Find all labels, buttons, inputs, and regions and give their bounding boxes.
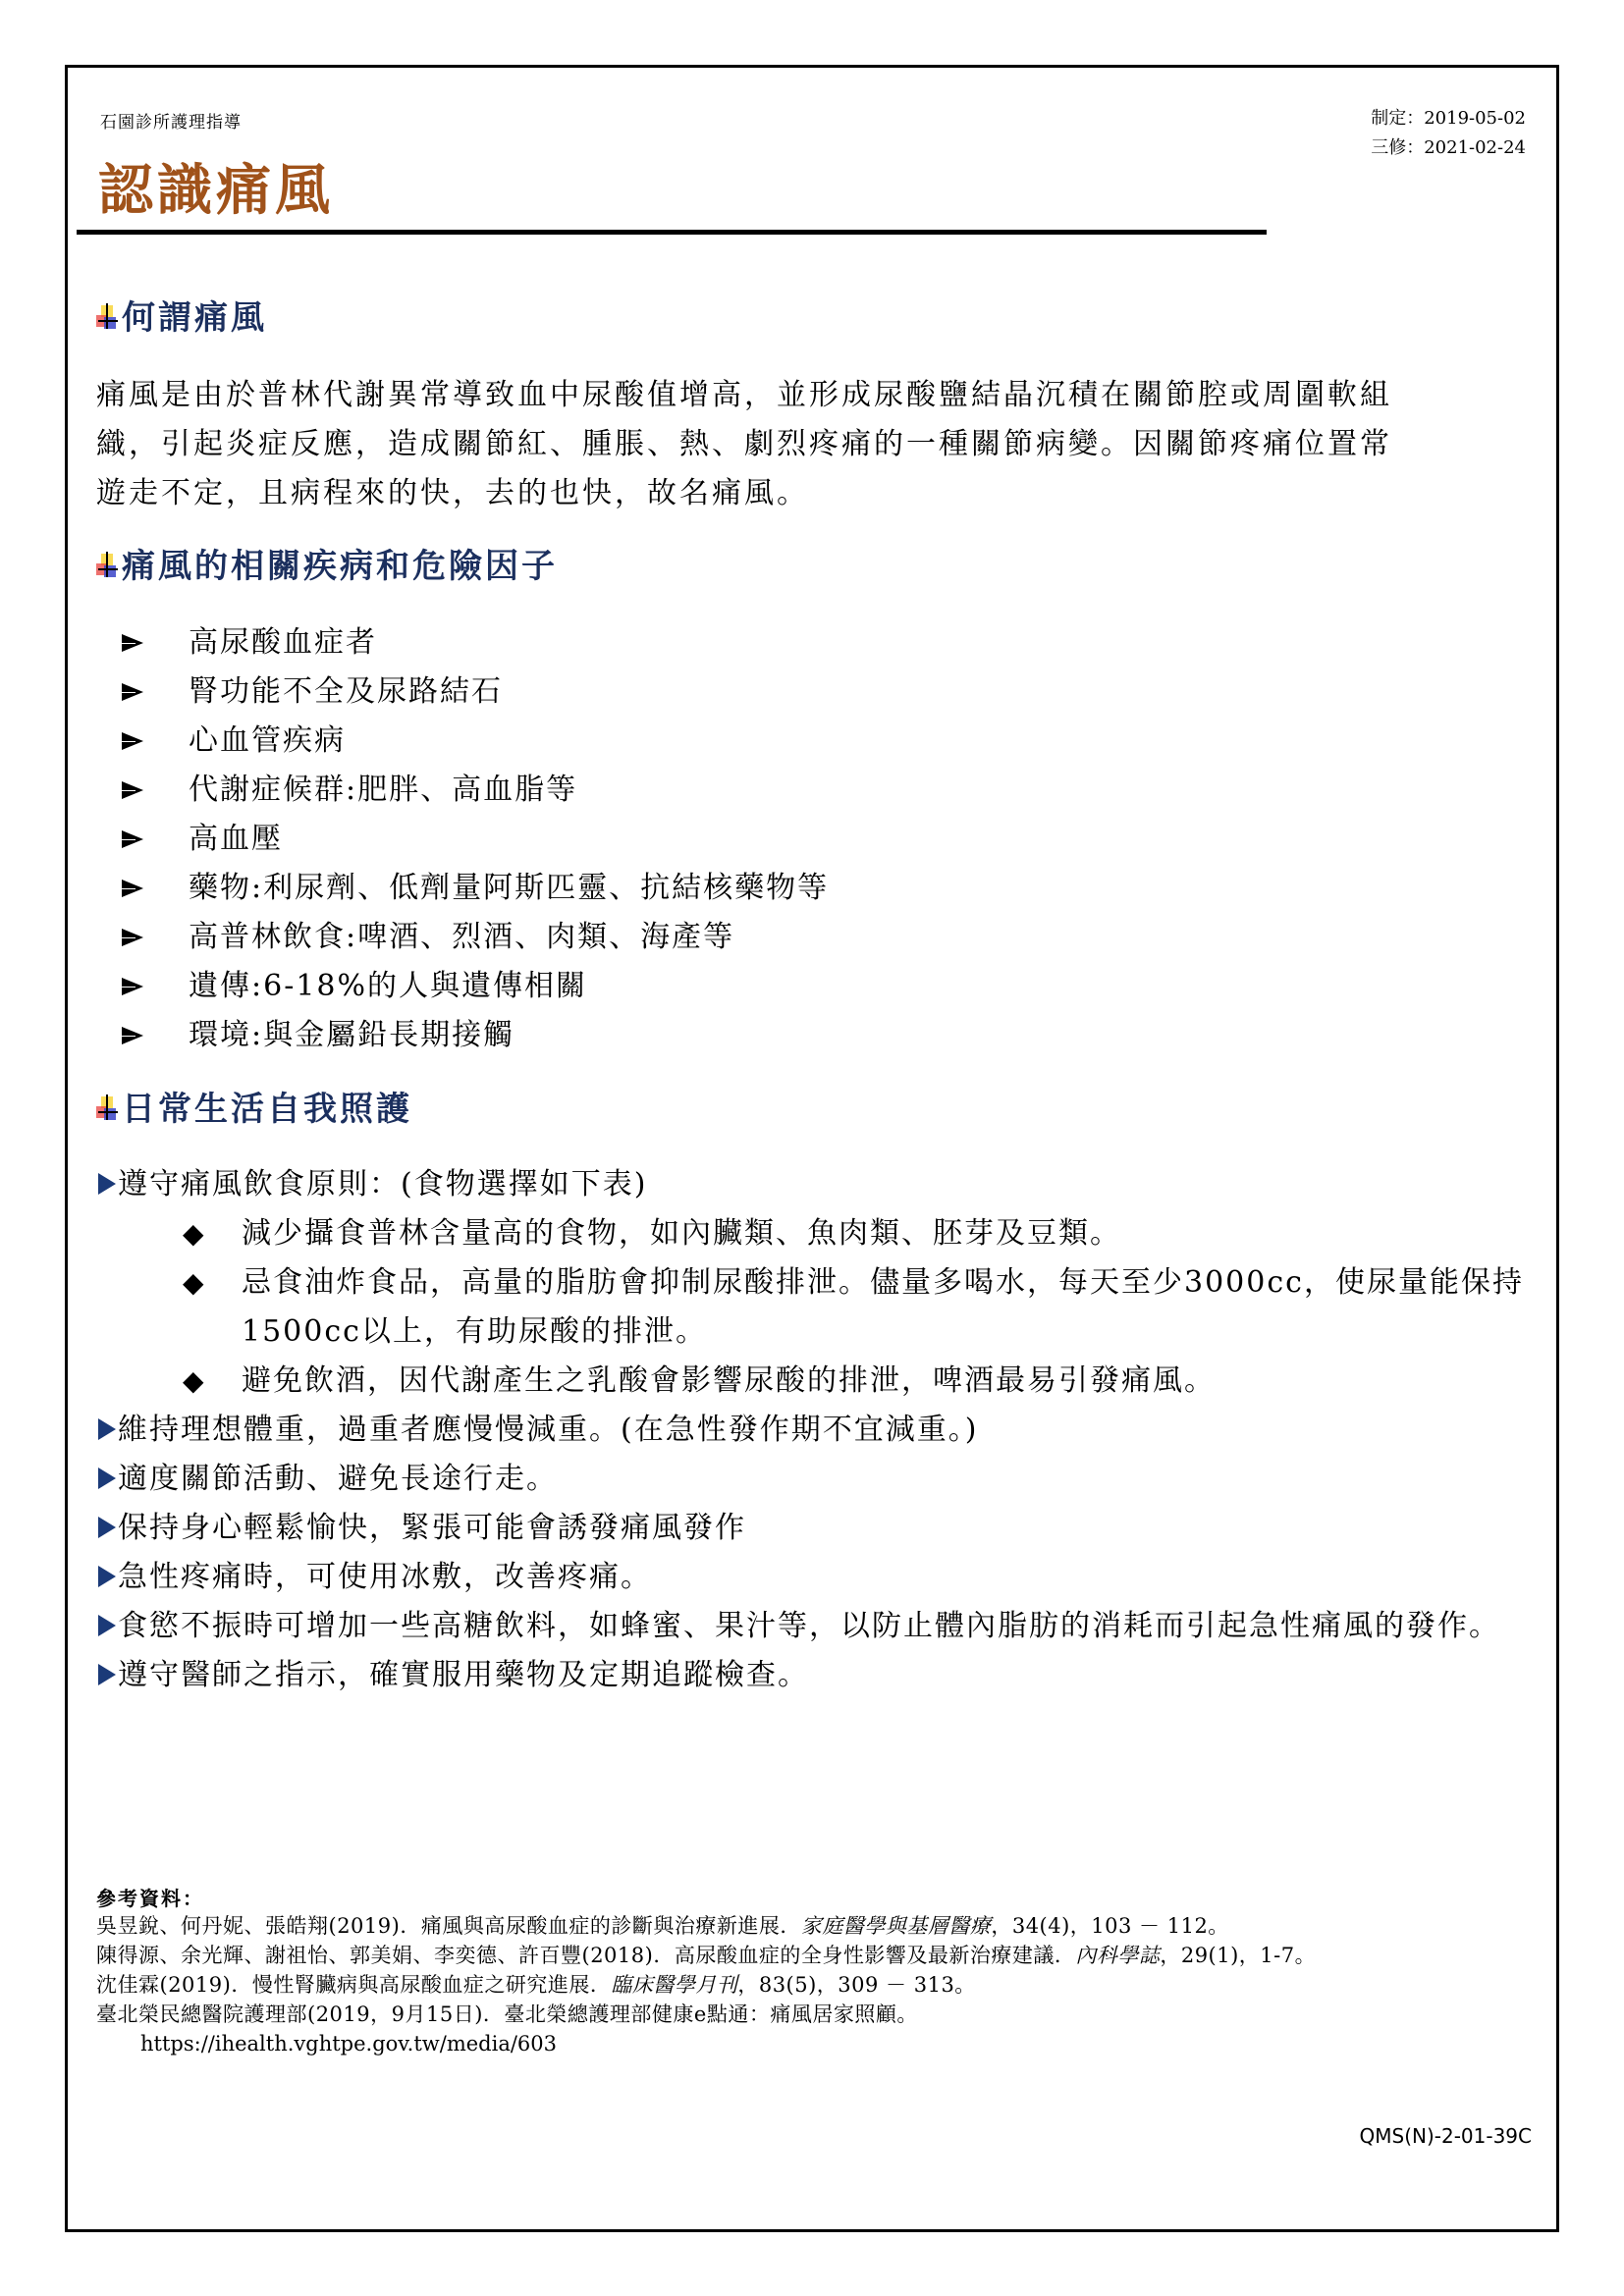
paragraph-line: 遊走不定，且病程來的快，去的也快，故名痛風。 — [96, 476, 809, 510]
section-heading-risk-factors — [96, 545, 558, 588]
journal-name: 臨床醫學月刊 — [611, 1973, 738, 1997]
list-item: 環境:與金屬鉛長期接觸 — [116, 1011, 829, 1060]
arrow-bullet-icon — [116, 825, 161, 854]
diet-subitem: ◆ 忌食油炸食品，高量的脂肪會抑制尿酸排泄。儘量多喝水，每天至少3000cc，使尿量能保持1500cc以上，有助尿酸的排泄。 — [96, 1258, 1540, 1357]
reference-item: 陳得源、余光輝、謝祖怡、郭美娟、李奕德、許百豐(2018)．高尿酸血症的全身性影響及最新治療建議．內科學誌，29(1)，1-7。 — [96, 1944, 1317, 1967]
list-item: 代謝症候群:肥胖、高血脂等 — [116, 766, 829, 815]
section-heading-what-is-gout — [96, 296, 267, 340]
arrow-bullet-icon — [116, 775, 161, 805]
arrow-bullet-icon — [116, 1021, 161, 1050]
triangle-bullet-icon — [96, 1504, 118, 1553]
risk-factor-list — [116, 618, 829, 1060]
title-divider — [77, 230, 1267, 235]
triangle-bullet-icon — [96, 1455, 118, 1504]
section-heading-text: 日常生活自我照護 — [122, 1090, 412, 1129]
self-care-list — [96, 1160, 1540, 1700]
triangle-bullet-icon — [96, 1406, 118, 1455]
reference-item: 臺北榮民總醫院護理部(2019，9月15日)．臺北榮總護理部健康e點通：痛風居家照顧。 — [96, 2002, 918, 2026]
created-date: 制定：2019-05-02 — [1371, 108, 1526, 129]
list-item: 遺傳:6-18%的人與遺傳相關 — [116, 962, 829, 1011]
arrow-bullet-icon — [116, 972, 161, 1001]
reference-item: 吳昱銳、何丹妮、張皓翔(2019)．痛風與高尿酸血症的診斷與治療新進展．家庭醫學與基層醫療，34(4)，103 － 112。 — [96, 1914, 1229, 1938]
diamond-bullet-icon: ◆ — [183, 1364, 206, 1397]
arrow-bullet-icon — [116, 874, 161, 903]
list-item: 保持身心輕鬆愉快，緊張可能會誘發痛風發作 — [96, 1504, 1540, 1553]
list-item: 高血壓 — [116, 815, 829, 864]
arrow-bullet-icon — [116, 923, 161, 952]
section-heading-self-care — [96, 1088, 412, 1131]
document-dates — [1371, 104, 1526, 163]
diet-subitem: ◆ 減少攝食普林含量高的食物，如內臟類、魚肉類、胚芽及豆類。 — [96, 1209, 1540, 1258]
diet-subitem: ◆ 避免飲酒，因代謝產生之乳酸會影響尿酸的排泄，啤酒最易引發痛風。 — [96, 1357, 1540, 1406]
arrow-bullet-icon — [116, 628, 161, 658]
triangle-bullet-icon — [96, 1602, 118, 1651]
diamond-bullet-icon: ◆ — [183, 1266, 206, 1299]
list-item: 藥物:利尿劑、低劑量阿斯匹靈、抗結核藥物等 — [116, 864, 829, 913]
arrow-bullet-icon — [116, 726, 161, 756]
list-item: 適度關節活動、避免長途行走。 — [96, 1455, 1540, 1504]
diamond-bullet-icon: ◆ — [183, 1217, 206, 1250]
list-item: 急性疼痛時，可使用冰敷，改善疼痛。 — [96, 1553, 1540, 1602]
reference-url-link[interactable]: https://ihealth.vghtpe.gov.tw/media/603 — [140, 2032, 558, 2056]
section-heading-text: 痛風的相關疾病和危險因子 — [122, 547, 558, 586]
list-item: 高普林飲食:啤酒、烈酒、肉類、海產等 — [116, 913, 829, 962]
list-item: 遵守醫師之指示，確實服用藥物及定期追蹤檢查。 — [96, 1651, 1540, 1700]
triangle-bullet-icon — [96, 1160, 118, 1209]
triangle-bullet-icon — [96, 1553, 118, 1602]
paragraph-line: 織，引起炎症反應，造成關節紅、腫脹、熱、劇烈疼痛的一種關節病變。因關節疼痛位置常 — [96, 427, 1392, 461]
section-bullet-icon — [96, 1095, 118, 1124]
reference-item: 沈佳霖(2019)．慢性腎臟病與高尿酸血症之研究進展．臨床醫學月刊，83(5)，309 － 313。 — [96, 1973, 976, 1997]
page-title: 認識痛風 — [98, 159, 334, 223]
references — [96, 1883, 1594, 2058]
clinic-name: 石園診所護理指導 — [100, 113, 242, 133]
list-item: 食慾不振時可增加一些高糖飲料，如蜂蜜、果汁等，以防止體內脂肪的消耗而引起急性痛風的發作。 — [96, 1602, 1540, 1651]
arrow-bullet-icon — [116, 677, 161, 707]
list-item: 心血管疾病 — [116, 717, 829, 766]
what-is-gout-paragraph — [96, 371, 1540, 518]
section-bullet-icon — [96, 303, 118, 333]
references-heading: 參考資料： — [96, 1887, 204, 1910]
revision-date: 三修：2021-02-24 — [1371, 137, 1526, 158]
list-item: 維持理想體重，過重者應慢慢減重。(在急性發作期不宜減重。) — [96, 1406, 1540, 1455]
list-item-diet-rule: 遵守痛風飲食原則：(食物選擇如下表) — [96, 1160, 1540, 1209]
list-item: 高尿酸血症者 — [116, 618, 829, 667]
journal-name: 內科學誌 — [1075, 1944, 1161, 1967]
document-code: QMS(N)-2-01-39C — [1359, 2124, 1532, 2148]
journal-name: 家庭醫學與基層醫療 — [800, 1914, 992, 1938]
list-item: 腎功能不全及尿路結石 — [116, 667, 829, 717]
triangle-bullet-icon — [96, 1651, 118, 1700]
section-bullet-icon — [96, 552, 118, 581]
paragraph-line: 痛風是由於普林代謝異常導致血中尿酸值增高，並形成尿酸鹽結晶沉積在關節腔或周圍軟組 — [96, 378, 1392, 412]
section-heading-text: 何謂痛風 — [122, 298, 267, 338]
